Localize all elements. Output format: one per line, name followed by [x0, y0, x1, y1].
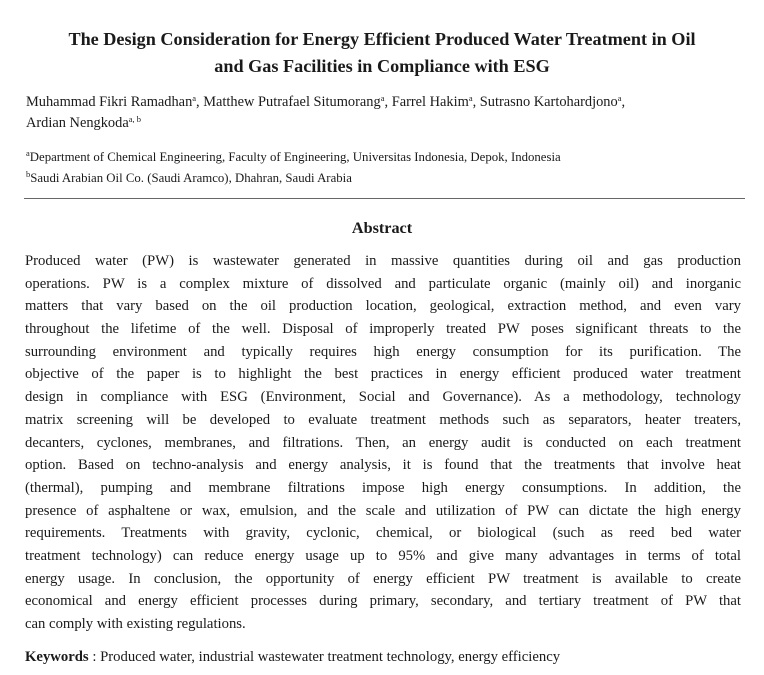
author-separator: ,	[196, 94, 204, 110]
author-name: Matthew Putrafael Situmorang	[203, 94, 381, 110]
abstract-line: energy usage. In conclusion, the opportunity of energy efficient PW treatment is available to create	[25, 570, 741, 587]
author-name: Farrel Hakim	[391, 94, 469, 110]
author-name: Sutrasno Kartohardjono	[479, 94, 618, 110]
abstract-line: (thermal), pumping and membrane filtrations impose high energy consumptions. In addition, the	[25, 479, 741, 496]
author-affiliation-mark: a	[617, 93, 622, 103]
abstract-line: objective of the paper is to highlight the best practices in energy efficient produced water treatment	[25, 366, 741, 383]
abstract-line: matters that vary based on the oil production location, geological, extraction method, and even vary	[25, 298, 741, 315]
author-name: Muhammad Fikri Ramadhan	[26, 94, 193, 110]
author-separator: ,	[621, 94, 626, 110]
abstract-line: design in compliance with ESG (Environment, Social and Governance). As a methodology, technology	[25, 389, 741, 406]
keywords-separator: :	[88, 649, 101, 665]
abstract-body	[25, 250, 741, 636]
affiliation-text: Department of Chemical Engineering, Faculty of Engineering, Universitas Indonesia, Depok, Indonesia	[29, 150, 561, 164]
paper-title	[20, 26, 744, 80]
section-divider	[24, 198, 745, 199]
abstract-line: Produced water (PW) is wastewater generated in massive quantities during oil and gas production	[25, 253, 741, 269]
affiliation	[26, 147, 751, 168]
abstract-line: throughout the lifetime of the well. Disposal of improperly treated PW poses significant threats to the	[25, 321, 741, 338]
affiliation-mark: b	[26, 169, 31, 179]
abstract-line: decanters, cyclones, membranes, and filtrations. Then, an energy audit is conducted on each treatment	[25, 434, 741, 451]
abstract-line: presence of asphaltene or wax, emulsion, and the scale and utilization of PW can dictate the high energy	[25, 502, 741, 519]
keywords	[25, 646, 741, 668]
author-separator: ,	[384, 94, 392, 110]
abstract-line: matrix screening will be developed to evaluate treatment methods such as separators, heater treaters,	[25, 411, 741, 428]
author-affiliation-mark: a	[380, 93, 385, 103]
abstract-line: option. Based on techno-analysis and energy analysis, it is found that the treatments that involve heat	[25, 457, 741, 474]
abstract-line: surrounding environment and typically requires high energy consumption for its purification. The	[25, 343, 741, 360]
author-line	[26, 92, 751, 113]
affiliation-text: Saudi Arabian Oil Co. (Saudi Aramco), Dhahran, Saudi Arabia	[30, 171, 352, 185]
affiliation-mark: a	[26, 148, 30, 158]
title-line: The Design Consideration for Energy Efficient Produced Water Treatment in Oil	[68, 29, 696, 49]
affiliation	[26, 168, 751, 189]
author-affiliation-mark: a, b	[128, 114, 141, 124]
author-affiliation-mark: a	[468, 93, 473, 103]
abstract-line: economical and energy efficient processes during primary, secondary, and tertiary treatment of PW that	[25, 593, 741, 610]
abstract-line: treatment technology) can reduce energy usage up to 95% and give many advantages in terms of total	[25, 547, 741, 564]
author-separator: ,	[472, 94, 480, 110]
author-name: Ardian Nengkoda	[26, 115, 129, 131]
keywords-text: Produced water, industrial wastewater treatment technology, energy efficiency	[100, 649, 561, 665]
author-list	[26, 92, 751, 134]
author-affiliation-mark: a	[192, 93, 197, 103]
affiliation-list	[26, 147, 751, 189]
abstract-line: operations. PW is a complex mixture of dissolved and particulate organic (mainly oil) and inorganic	[25, 275, 741, 292]
keywords-label: Keywords	[25, 649, 89, 665]
author-line	[26, 113, 751, 134]
abstract-line: can comply with existing regulations.	[25, 616, 246, 632]
abstract-line: requirements. Treatments with gravity, cyclonic, chemical, or biological (such as reed bed water	[25, 525, 741, 542]
abstract-heading: Abstract	[351, 219, 413, 237]
title-line: and Gas Facilities in Compliance with ESG	[214, 56, 550, 76]
